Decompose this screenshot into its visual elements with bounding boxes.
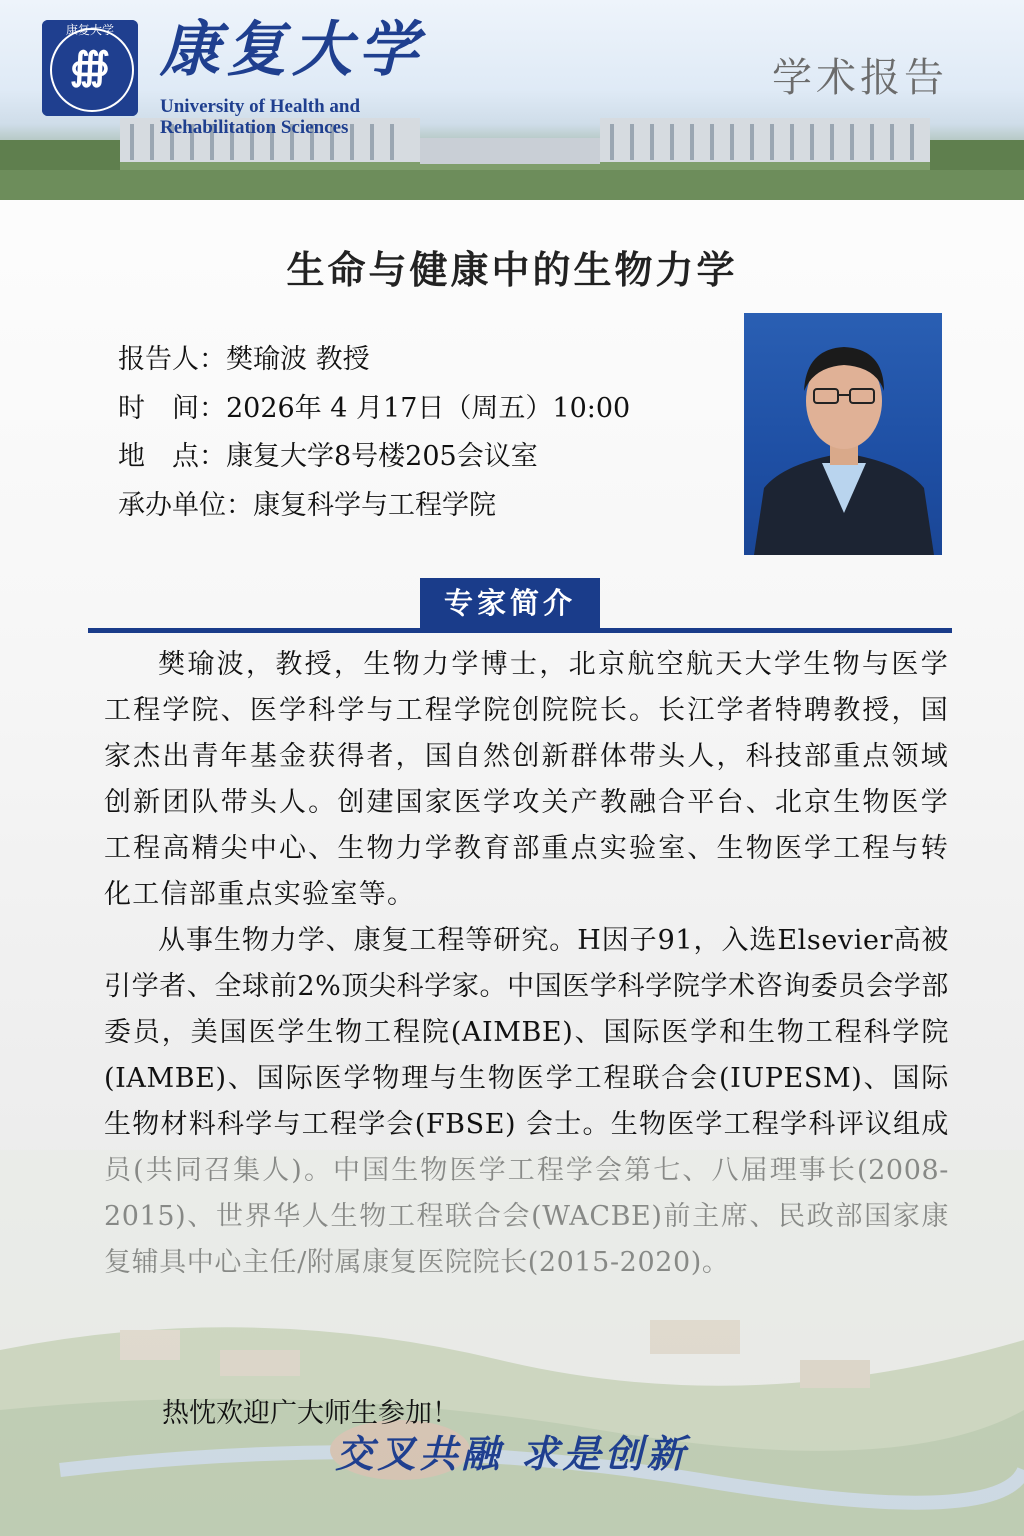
info-host: 承办单位：康复科学与工程学院 [118, 490, 496, 521]
slogan: 交叉共融 求是创新 [335, 1431, 689, 1476]
header-banner [0, 0, 1024, 200]
section-divider [88, 628, 952, 633]
info-time: 时 间：2026年 4 月17日（周五）10:00 [118, 393, 631, 424]
university-name-cn: 康复大学 [160, 15, 424, 85]
info-speaker: 报告人：樊瑜波 教授 [118, 344, 370, 375]
report-type-label: 学术报告 [772, 55, 948, 101]
bio-paragraph-2: 从事生物力学、康复工程等研究。H因子91，入选Elsevier高被引学者、全球前2%顶尖科学家。中国医学科学院学术咨询委员会学部委员，美国医学生物工程院(AIMBE)、国际医学和生物工程科学院(IAMBE)、国际医学物理与生物医学工程联合会(IUPESM)、国际生物材料科学与工程学会(FBSE) 会士。生物医学工程学科评议组成 [104, 925, 949, 1140]
section-title-expert-intro: 专家简介 [420, 578, 600, 628]
speaker-photo [744, 313, 942, 555]
bio-paragraph-1: 樊瑜波，教授，生物力学博士，北京航空航天大学生物与医学工程学院、医学科学与工程学院创院院长。长江学者特聘教授，国家杰出青年基金获得者，国自然创新群体带头人，科技部重点领域创新团队带头人。创建国家医学攻关产教融合平台、北京生物医学工程高精尖中心、生物力学教育部重点实验室、生物医学工程与转化工信部重点实验室等。 [104, 649, 949, 910]
invitation-text: 热忱欢迎广大师生参加！ [162, 1398, 459, 1429]
university-name-en-line1: University of Health and [160, 96, 361, 117]
talk-title: 生命与健康中的生物力学 [286, 247, 738, 292]
university-seal-logo: 康复大学 ∰ [42, 20, 138, 116]
info-venue: 地 点：康复大学8号楼205会议室 [118, 441, 538, 472]
university-name-en-line2: Rehabilitation Sciences [160, 117, 349, 138]
speaker-portrait-illustration [744, 313, 942, 555]
